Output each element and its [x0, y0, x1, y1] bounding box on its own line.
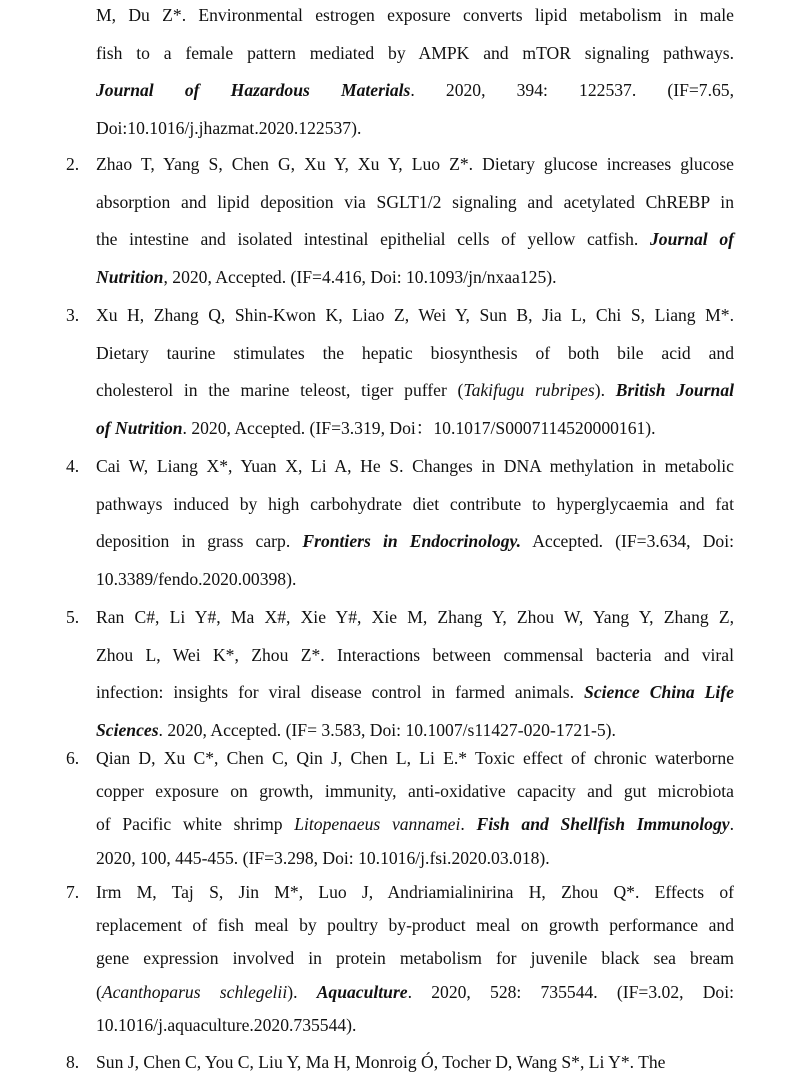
- reference-text: Irm M, Taj S, Jin M*, Luo J, Andriamialinirina H, Zhou Q*. Effects of: [96, 882, 734, 902]
- reference-line: [96, 75, 734, 113]
- reference-text: .: [460, 814, 477, 835]
- reference-line: [96, 38, 734, 76]
- reference-number: 3.: [66, 305, 80, 325]
- reference-text: 10.3389/fendo.2020.00398).: [96, 568, 297, 589]
- reference-number: 6.: [66, 748, 80, 768]
- reference-line: [96, 300, 734, 338]
- reference-text: (: [96, 981, 102, 1002]
- reference-text: replacement of fish meal by poultry by-product meal on growth performance and: [96, 915, 734, 936]
- reference-line: [96, 877, 734, 910]
- reference-entry: [96, 1047, 734, 1080]
- reference-line: [96, 776, 734, 809]
- reference-text: Qian D, Xu C*, Chen C, Qin J, Chen L, Li E.* Toxic effect of chronic waterborne: [96, 748, 734, 768]
- reference-line: [96, 809, 734, 842]
- reference-text: . 2020, 528: 735544. (IF=3.02, Doi:: [407, 981, 735, 1002]
- reference-line: [96, 677, 734, 715]
- journal-title: Nutrition: [96, 266, 164, 287]
- journal-title: Frontiers in Endocrinology.: [302, 531, 522, 552]
- reference-line: [96, 1047, 734, 1080]
- reference-line: [96, 943, 734, 976]
- reference-text: infection: insights for viral disease control in farmed animals.: [96, 682, 585, 703]
- reference-number: 2.: [66, 154, 80, 174]
- reference-text: the intestine and isolated intestinal epithelial cells of yellow catfish.: [96, 229, 650, 250]
- reference-line: [96, 224, 734, 262]
- reference-line: [96, 602, 734, 640]
- reference-number: 8.: [66, 1052, 80, 1072]
- reference-line: [96, 262, 734, 300]
- reference-text: M, Du Z*. Environmental estrogen exposure converts lipid metabolism in male: [96, 5, 734, 25]
- reference-text: absorption and lipid deposition via SGLT1/2 signaling and acetylated ChREBP in: [96, 191, 734, 212]
- reference-number: 5.: [66, 607, 80, 627]
- reference-line: [96, 526, 734, 564]
- reference-line: [96, 977, 734, 1010]
- journal-title: of Nutrition: [96, 417, 183, 438]
- journal-title: British Journal: [615, 380, 735, 401]
- reference-text: of Pacific white shrimp: [96, 814, 295, 835]
- reference-line: [96, 338, 734, 376]
- reference-text: , 2020, Accepted. (IF=4.416, Doi: 10.1093/jn/nxaa125).: [163, 266, 557, 287]
- reference-line: [96, 843, 734, 876]
- reference-line: [96, 0, 734, 38]
- reference-number: 7.: [66, 882, 80, 902]
- journal-title: Fish and Shellfish Immunology: [476, 814, 730, 835]
- reference-text: . 2020, Accepted. (IF= 3.583, Doi: 10.1007/s11427-020-1721-5).: [158, 719, 616, 740]
- reference-entry: [96, 149, 734, 299]
- reference-text: 10.1017/S0007114520000161).: [433, 417, 656, 438]
- reference-text: Zhou L, Wei K*, Zhou Z*. Interactions between commensal bacteria and viral: [96, 644, 734, 665]
- reference-entry: [96, 0, 734, 150]
- reference-text: 10.1016/j.aquaculture.2020.735544).: [96, 1014, 357, 1035]
- reference-line: [96, 1010, 734, 1043]
- journal-title: Journal of: [649, 229, 734, 250]
- journal-title: Sciences: [96, 719, 159, 740]
- reference-text: fish to a female pattern mediated by AMPK and mTOR signaling pathways.: [96, 42, 734, 63]
- reference-text: pathways induced by high carbohydrate diet contribute to hyperglycaemia and fat: [96, 493, 734, 514]
- reference-line: [96, 187, 734, 225]
- reference-line: [96, 375, 734, 413]
- journal-title: Science China Life: [584, 682, 734, 703]
- reference-line: [96, 743, 734, 776]
- reference-text: cholesterol in the marine teleost, tiger puffer (: [96, 380, 464, 401]
- journal-title: Journal of Hazardous Materials: [96, 80, 411, 101]
- reference-line: [96, 910, 734, 943]
- reference-text: Ran C#, Li Y#, Ma X#, Xie Y#, Xie M, Zhang Y, Zhou W, Yang Y, Zhang Z,: [96, 607, 734, 627]
- reference-text: Zhao T, Yang S, Chen G, Xu Y, Xu Y, Luo Z*. Dietary glucose increases glucose: [96, 154, 734, 174]
- species-name: Litopenaeus vannamei: [294, 814, 461, 835]
- reference-text: 2020, 100, 445-455. (IF=3.298, Doi: 10.1016/j.fsi.2020.03.018).: [96, 847, 550, 868]
- reference-text: copper exposure on growth, immunity, anti-oxidative capacity and gut microbiota: [96, 781, 734, 802]
- reference-line: [96, 489, 734, 527]
- reference-line: [96, 413, 734, 451]
- reference-entry: [96, 451, 734, 601]
- reference-text: Dietary taurine stimulates the hepatic biosynthesis of both bile acid and: [96, 342, 734, 363]
- journal-title: Aquaculture: [316, 981, 408, 1002]
- reference-text: Xu H, Zhang Q, Shin-Kwon K, Liao Z, Wei Y, Sun B, Jia L, Chi S, Liang M*.: [96, 305, 734, 325]
- reference-entry: [96, 743, 734, 876]
- reference-line: [96, 451, 734, 489]
- reference-text: ).: [287, 981, 317, 1002]
- reference-text: Cai W, Liang X*, Yuan X, Li A, He S. Changes in DNA methylation in metabolic: [96, 456, 734, 476]
- reference-text: Doi:10.1016/j.jhazmat.2020.122537).: [96, 117, 362, 138]
- reference-text: Accepted. (IF=3.634, Doi:: [521, 531, 734, 552]
- reference-text: ).: [594, 380, 616, 401]
- reference-text: .: [729, 814, 734, 835]
- species-name: Acanthoparus schlegelii: [101, 981, 288, 1002]
- reference-line: [96, 640, 734, 678]
- reference-entry: [96, 300, 734, 450]
- species-name: Takifugu rubripes: [463, 380, 595, 401]
- reference-text: . 2020, 394: 122537. (IF=7.65,: [410, 80, 734, 101]
- reference-line: [96, 564, 734, 602]
- reference-entry: [96, 877, 734, 1043]
- reference-line: [96, 149, 734, 187]
- reference-text: . 2020, Accepted. (IF=3.319, Doi：: [182, 417, 434, 438]
- reference-line: [96, 113, 734, 151]
- reference-text: deposition in grass carp.: [96, 531, 303, 552]
- reference-number: 4.: [66, 456, 80, 476]
- reference-text: Sun J, Chen C, You C, Liu Y, Ma H, Monroig Ó, Tocher D, Wang S*, Li Y*. The: [96, 1052, 666, 1072]
- reference-text: gene expression involved in protein metabolism for juvenile black sea bream: [96, 948, 734, 969]
- reference-entry: [96, 602, 734, 752]
